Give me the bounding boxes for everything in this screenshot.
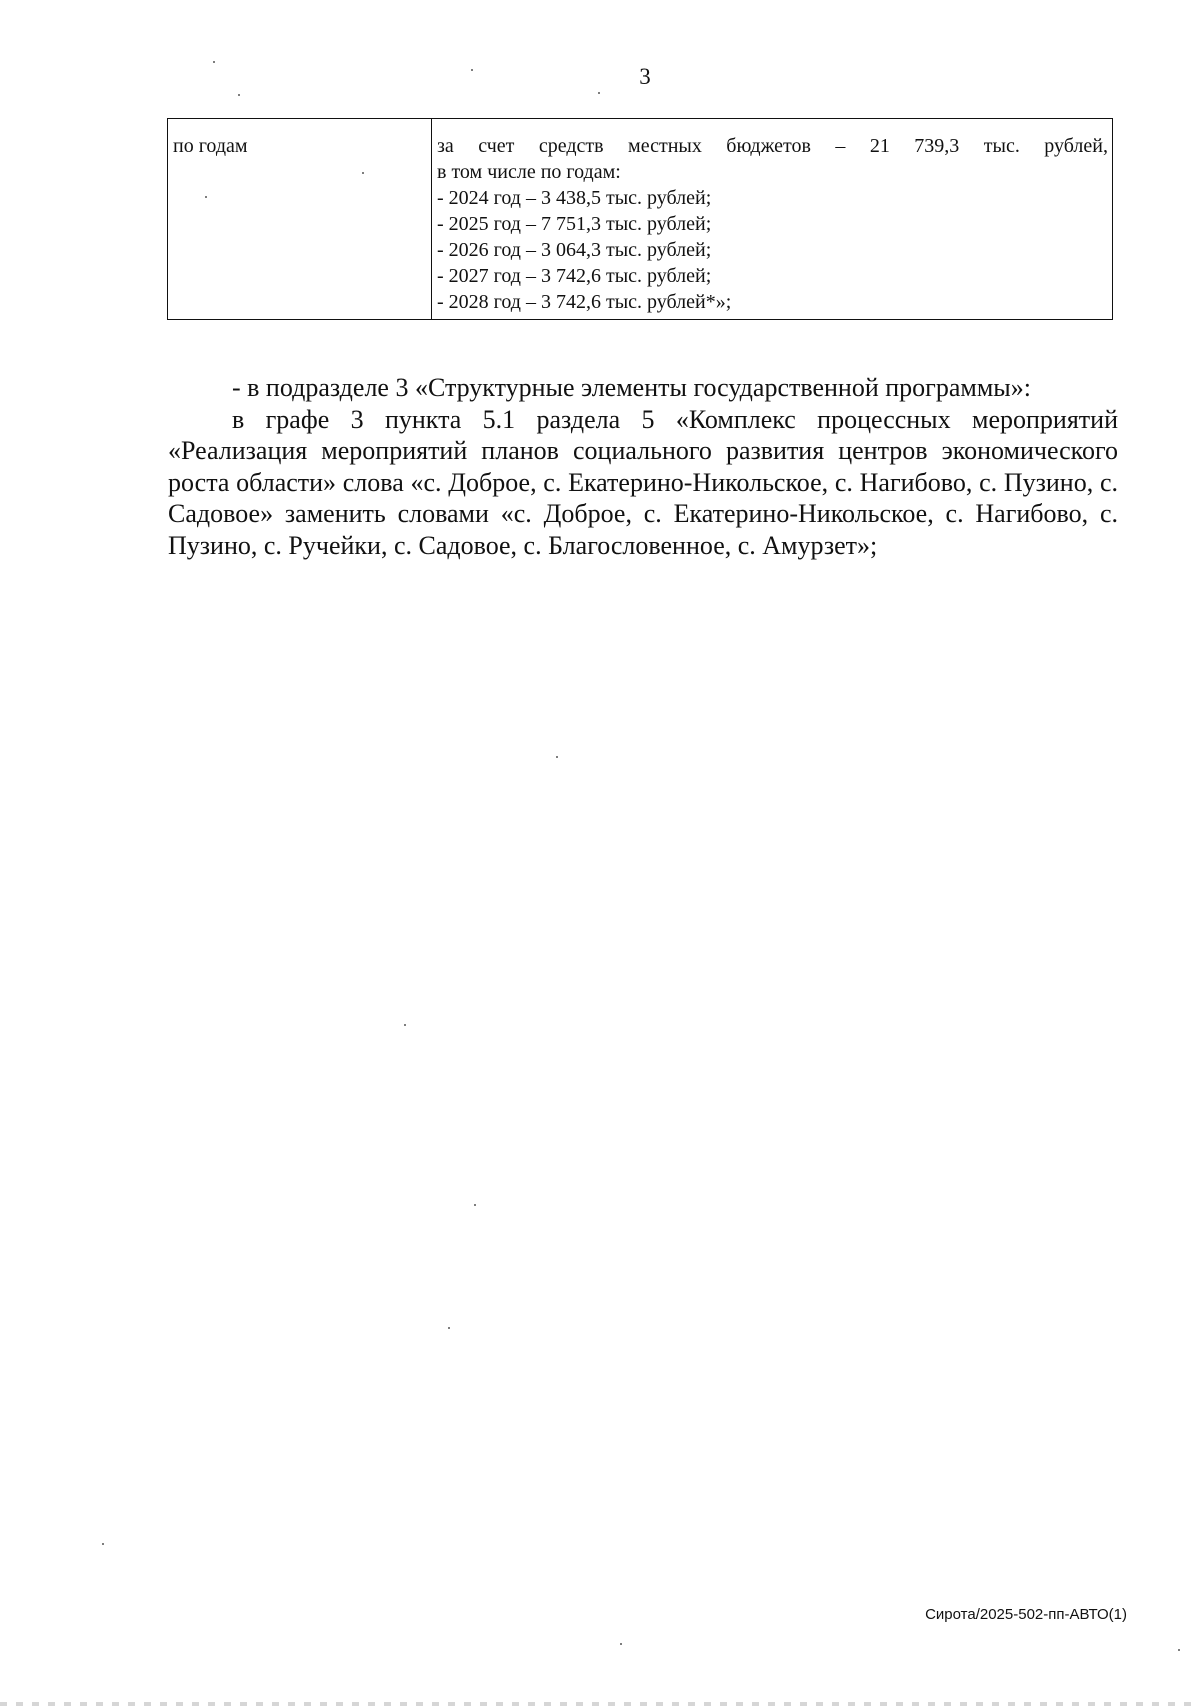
scan-speck <box>448 1327 450 1329</box>
budget-intro-continuation: в том числе по годам: <box>437 161 621 183</box>
document-reference: Сирота/2025-502-пп-АВТО(1) <box>925 1606 1127 1623</box>
page-number: 3 <box>639 64 651 89</box>
table-row <box>168 119 1113 320</box>
table-label-cell: по годам <box>168 119 432 320</box>
budget-year-2027: - 2027 год – 3 742,6 тыс. рублей; <box>437 265 712 287</box>
budget-intro-line: за счет средств местных бюджетов – 21 739,3 тыс. рублей, <box>437 135 1108 157</box>
scan-edge-noise <box>0 1702 1200 1706</box>
table-value-cell <box>432 119 1113 320</box>
scan-speck <box>404 1024 406 1026</box>
budget-year-2024: - 2024 год – 3 438,5 тыс. рублей; <box>437 187 712 209</box>
budget-year-2026: - 2026 год – 3 064,3 тыс. рублей; <box>437 239 712 261</box>
scan-speck <box>556 756 558 758</box>
scan-speck <box>213 61 215 63</box>
budget-year-2028: - 2028 год – 3 742,6 тыс. рублей*»; <box>437 291 732 313</box>
scan-speck <box>471 69 473 71</box>
scan-speck <box>1178 1649 1180 1651</box>
budget-year-2025: - 2025 год – 7 751,3 тыс. рублей; <box>437 213 712 235</box>
paragraph-section-5: в графе 3 пункта 5.1 раздела 5 «Комплекс процессных мероприятий «Реализация мероприятий планов социального развития центров экономического роста области» слова «с. Доброе, с. Екатерино-Никольское, с. Нагибово, с. Пузино, с. Садовое» заменить словами «с. Доброе, с. Екатерино-Никольское, с. Нагибово, с. Пузино, с. Ручейки, с. Садовое, с. Благословенное, с. Амурзет»; <box>168 404 1118 560</box>
scan-speck <box>620 1643 622 1645</box>
scan-speck <box>362 172 364 174</box>
scan-speck <box>205 196 207 198</box>
scan-speck <box>474 1204 476 1206</box>
scan-speck <box>238 94 240 96</box>
paragraph-subsection-3: - в подразделе 3 «Структурные элементы государственной программы»: <box>232 373 1031 402</box>
scan-speck <box>598 92 600 94</box>
scan-speck <box>102 1543 104 1545</box>
budget-table <box>167 118 1113 320</box>
amendment-text <box>168 372 1118 561</box>
